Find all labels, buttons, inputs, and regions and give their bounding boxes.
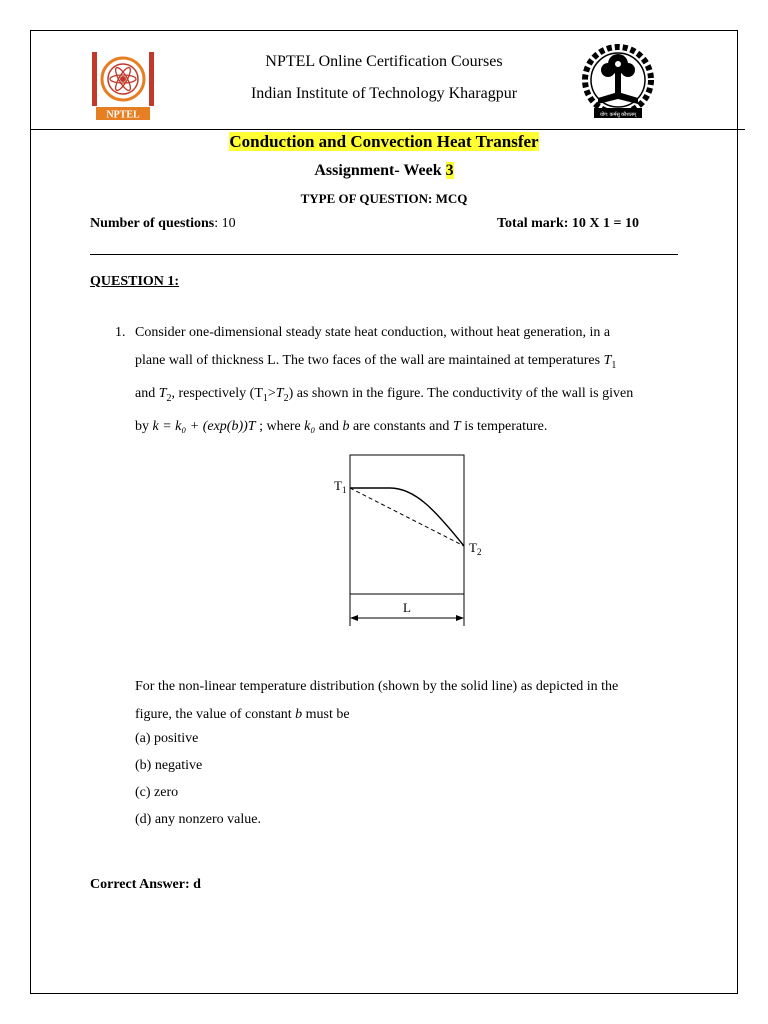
- question-line-1: Consider one-dimensional steady state heat conduction, without heat generation, in a: [135, 325, 611, 340]
- question-line-4: by k = k₀ + (exp(b))T ; where k₀ and b are constants and T is temperature.: [135, 418, 548, 434]
- num-questions-label: Number of questions: [90, 216, 215, 231]
- linear-profile-dashed: [350, 488, 464, 546]
- follow-up-text: [135, 673, 695, 729]
- question-line-3: and $T_2$, respectively $(T_1>T_2)$ as shown in the figure. The conductivity of the wall is given: [135, 385, 634, 404]
- nptel-logo-text: NPTEL: [106, 109, 140, 121]
- question-type: TYPE OF QUESTION: MCQ: [300, 191, 468, 206]
- num-questions-value: : 10: [214, 216, 236, 231]
- assignment-prefix: Assignment- Week: [314, 162, 446, 179]
- header-line-2: Indian Institute of Technology Kharagpur: [250, 85, 518, 102]
- number-of-questions: [90, 216, 236, 232]
- assignment-title: [0, 162, 768, 180]
- iit-motto-text: योग: कर्मसु कौशलम्: [599, 113, 637, 118]
- header-line-1: NPTEL Online Certification Courses: [265, 53, 503, 70]
- label-t2: $T_2$: [469, 540, 482, 557]
- question-number: 1.: [115, 325, 126, 340]
- course-title: [0, 132, 768, 152]
- option-a: (a) positive: [135, 731, 199, 746]
- label-l: L: [403, 600, 411, 615]
- wall-temperature-figure: [320, 450, 500, 635]
- question-line-2: plane wall of thickness L. The two faces of the wall are maintained at temperatures $T_1$: [135, 353, 617, 371]
- header-rule: [30, 129, 745, 130]
- total-mark: Total mark: 10 X 1 = 10: [497, 216, 640, 231]
- follow-up-line-1: For the non-linear temperature distribution (shown by the solid line) as depicted in the: [135, 679, 619, 694]
- dim-arrow-right: [456, 615, 464, 621]
- iit-kharagpur-logo: [580, 42, 656, 124]
- option-c: (c) zero: [135, 785, 179, 800]
- course-title-text: Conduction and Convection Heat Transfer: [229, 132, 539, 151]
- question-text: [135, 319, 695, 441]
- section-divider: [90, 254, 678, 255]
- option-d: (d) any nonzero value.: [135, 812, 261, 827]
- assignment-week: 3: [445, 162, 454, 179]
- nptel-logo: [90, 50, 156, 122]
- conductivity-formula: k = k₀ + (exp(b))T: [152, 418, 256, 434]
- dim-arrow-left: [350, 615, 358, 621]
- question-heading: QUESTION 1:: [90, 274, 180, 289]
- option-b: (b) negative: [135, 758, 203, 773]
- follow-up-line-2: figure, the value of constant b must be: [135, 707, 350, 722]
- label-t1: $T_1$: [334, 478, 347, 495]
- correct-answer: Correct Answer: d: [90, 877, 201, 892]
